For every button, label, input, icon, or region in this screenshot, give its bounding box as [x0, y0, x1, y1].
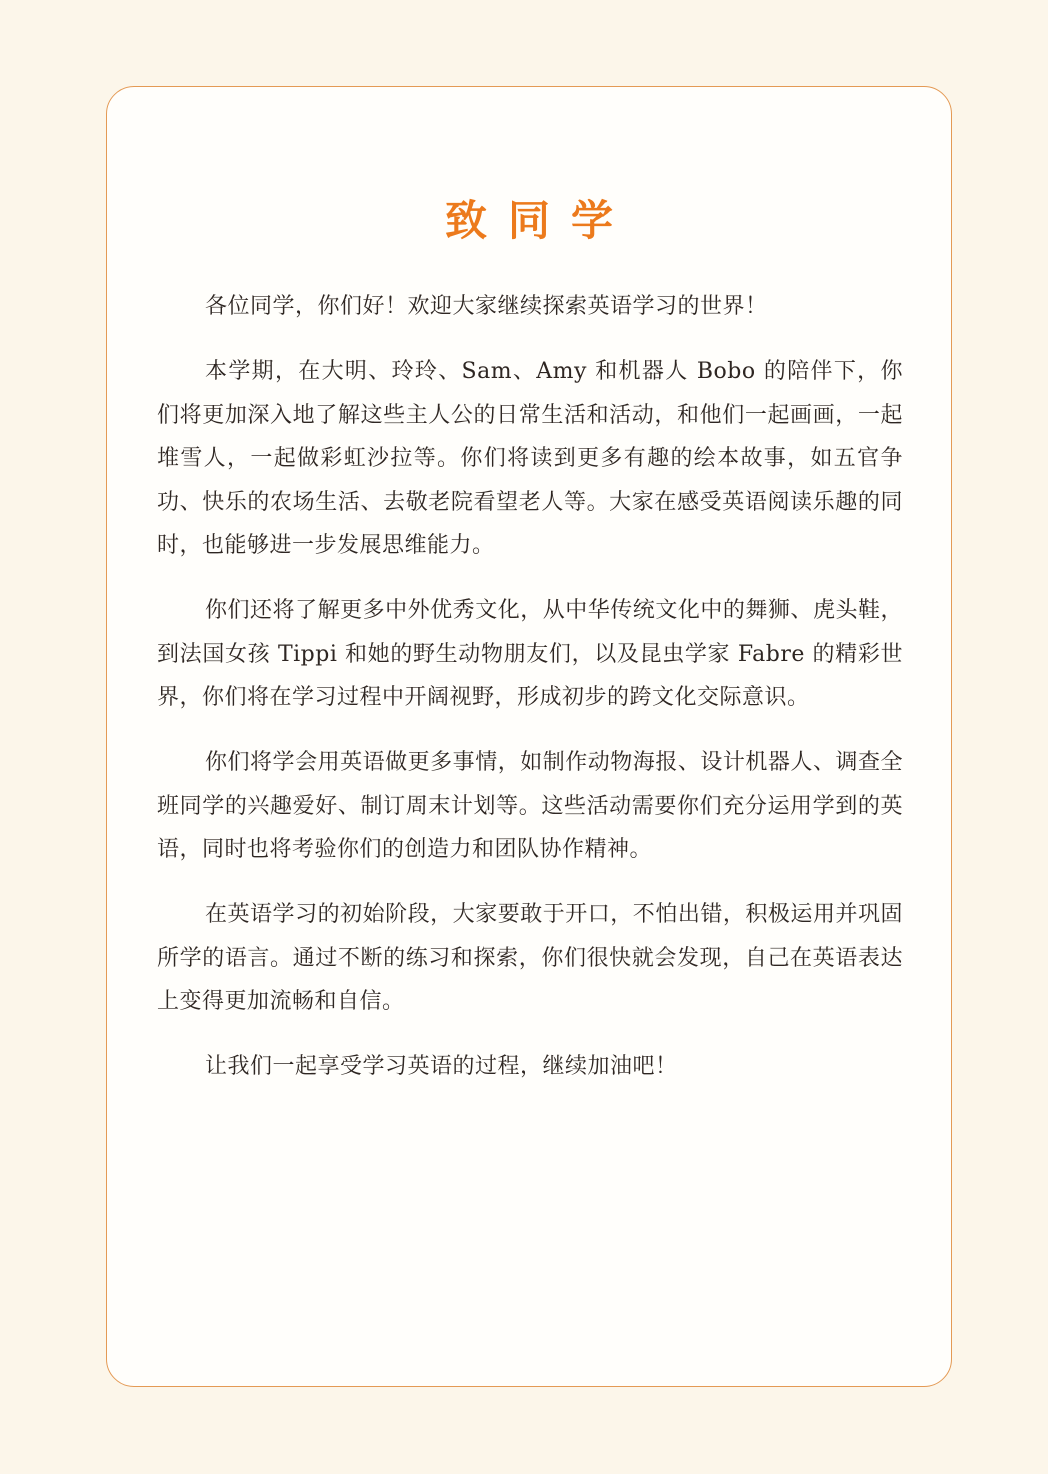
paragraph-closing: 让我们一起享受学习英语的过程，继续加油吧！: [205, 1054, 678, 1079]
letter-frame: [106, 86, 952, 1387]
paragraph-advice: 在英语学习的初始阶段，大家要敢于开口，不怕出错，积极运用并巩固所学的语言。通过不断的练习和探索，你们很快就会发现，自己在英语表达上变得更加流畅和自信。: [157, 902, 903, 1014]
paragraph-characters: 本学期，在大明、玲玲、Sam、Amy 和机器人 Bobo 的陪伴下，你们将更加深入地了解这些主人公的日常生活和活动，和他们一起画画，一起堆雪人，一起做彩虹沙拉等。你们将读到更多有趣的绘本故事，如五官争功、快乐的农场生活、去敬老院看望老人等。大家在感受英语阅读乐趣的同时，也能够进一步发展思维能力。: [157, 359, 903, 558]
page-title: 致同学: [444, 196, 634, 246]
paragraph-culture: 你们还将了解更多中外优秀文化，从中华传统文化中的舞狮、虎头鞋，到法国女孩 Tippi 和她的野生动物朋友们，以及昆虫学家 Fabre 的精彩世界，你们将在学习过程中开阔视野，形成初步的跨文化交际意识。: [157, 598, 903, 710]
letter-body: [157, 285, 903, 1110]
paragraph-activities: 你们将学会用英语做更多事情，如制作动物海报、设计机器人、调查全班同学的兴趣爱好、制订周末计划等。这些活动需要你们充分运用学到的英语，同时也将考验你们的创造力和团队协作精神。: [157, 750, 903, 862]
paragraph-greeting: 各位同学，你们好！欢迎大家继续探索英语学习的世界！: [205, 294, 768, 319]
